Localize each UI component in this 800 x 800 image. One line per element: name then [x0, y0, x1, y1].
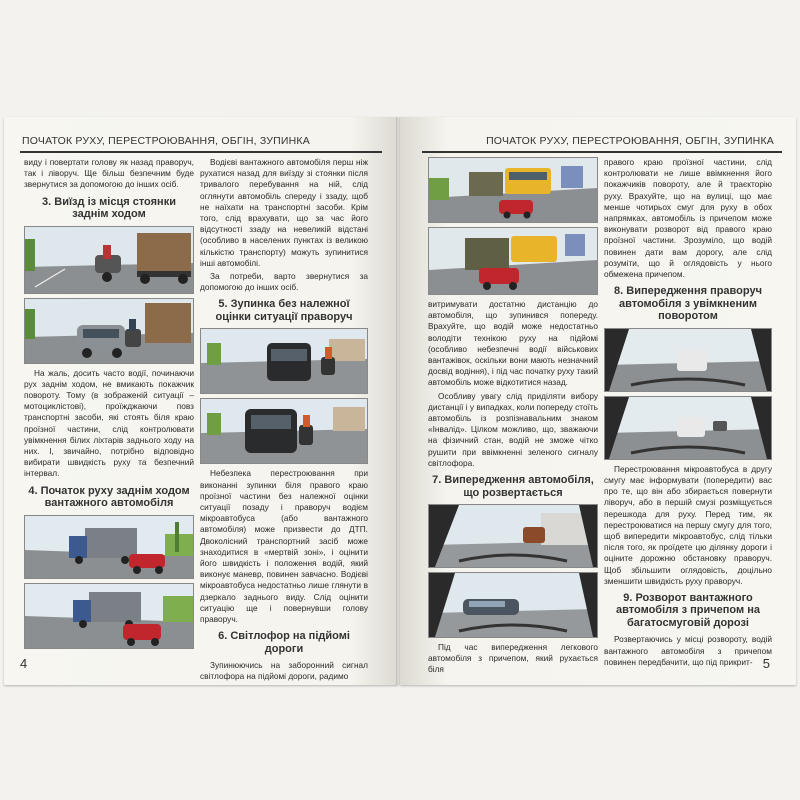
- right-column-1: [428, 157, 598, 678]
- illustration-van-stopping-right: [200, 328, 368, 394]
- right-column-2: [604, 157, 772, 670]
- illustration-truck-reversing: [24, 515, 194, 579]
- page-number: 5: [762, 656, 770, 671]
- left-page: [4, 117, 398, 685]
- illustration-overtaking-trailer-2: [428, 572, 598, 638]
- section-heading-5: 5. Зупинка без належної оцінки ситуації праворуч: [215, 298, 353, 323]
- page-number: 4: [20, 656, 28, 671]
- header-rule: [20, 151, 382, 153]
- paragraph: Розвертаючись у місці розвороту, водій вантажного автомобіля з причепом повинен передбачити, що під прикрит-: [604, 634, 772, 667]
- paragraph: Перестроювання мікроавтобуса в другу смугу має інформувати (попередити) вас про те, що він або збирається повернути ліворуч, або в першій смузі розміщується перешкода для руху. Перед тим, як перестроюватися на першу смугу для того, щоб випередити мікроавтобус, слід тільки після того, як проїдете цю ділянку дороги і оціните дорожню обстановку праворуч. Щоб збільшити оглядовість, доцільно зменшити швидкість руху праворуч.: [604, 463, 772, 586]
- paragraph: За потреби, варто звернутися за допомогою до інших осіб.: [200, 271, 368, 293]
- paragraph: Небезпека перестроювання при виконанні зупинки біля правого краю проїзної частини без належної оцінки ситуації позаду і праворуч водієм мікроавтобуса (або вантажного автомобіля) може призвести до ДТП. Двоколісний транспортний засіб може знаходитися в «мертвій зоні», і оцінити його швидкість і положення водій, який виконує маневр, повинен завчасно. Водієві мікроавтобуса недостатньо лише глянути в дзеркало заднього виду. Слід оцінити ситуацію ще і повернувши голову праворуч.: [200, 468, 368, 625]
- section-heading-8: 8. Випередження праворуч автомобіля з увімкненим поворотом: [614, 285, 762, 323]
- header-rule: [422, 151, 782, 153]
- illustration-truck-reversing-2: [24, 583, 194, 649]
- paragraph: Водієві вантажного автомобіля перш ніж рухатися назад для виїзду зі стоянки після тривалого перебування на ній, слід оглянути автомобіль спереду і ззаду, щоб не наїхати на транспортні засоби. Крім того, слід врахувати, що за час його відсутності ззаду на невеликій відстані (особливо в населених пунктах із великою кількістю транспорту) можуть зупинитися інші автомобілі.: [200, 157, 368, 268]
- illustration-reversing-car: [24, 298, 194, 364]
- paragraph: Зупинюючись на заборонний сигнал світлофора на підйомі дороги, радимо: [200, 660, 368, 682]
- section-heading-9: 9. Розворот вантажного автомобіля з причепом на багатосмуговій дорозі: [616, 591, 760, 629]
- illustration-traffic-light-hill-2: [428, 227, 598, 295]
- illustration-overtaking-trailer: [428, 504, 598, 568]
- paragraph: виду і повертати голову як назад праворуч, так і ліворуч. Ще більш безпечним буде звернутися за допомогою до інших осіб.: [24, 157, 194, 190]
- page-header: ПОЧАТОК РУХУ, ПЕРЕСТРОЮВАННЯ, ОБГІН, ЗУПИНКА: [22, 135, 310, 147]
- paragraph: правого краю проїзної частини, слід контролювати не лише ввімкнення його покажчиків повороту, але й траєкторію руху. Врахуйте, що на вулиці, що має менше чотирьох смуг для руху в обох напрямках, автомобіль із причепом може виконувати розворот від правого краю проїзної частини. Зрозуміло, що водій повинен дати вам дорогу, але слід розуміти, що й оглядовість у нього обмежена причепом.: [604, 157, 772, 280]
- illustration-motorcycle-behind-truck: [24, 226, 194, 294]
- page-header: ПОЧАТОК РУХУ, ПЕРЕСТРОЮВАННЯ, ОБГІН, ЗУПИНКА: [486, 135, 774, 147]
- section-heading-7: 7. Випередження автомобіля, що розвертається: [432, 474, 594, 499]
- illustration-overtake-right-van-2: [604, 396, 772, 460]
- left-column-1: [24, 157, 194, 653]
- right-page: [400, 117, 796, 685]
- paragraph: Під час випередження легкового автомобіля з причепом, який рухається біля: [428, 642, 598, 675]
- left-column-2: [200, 157, 368, 685]
- paragraph: витримувати достатню дистанцію до автомобіля, що зупинився попереду. Врахуйте, що водій може недостатньо володіти технікою руху на підйомі (особливо небезпечні водії військових вантажівок, оскільки вони мають незначний досвід водіння), і під час початку руху такий автомобіль може відкотитися назад.: [428, 299, 598, 388]
- paragraph: На жаль, досить часто водії, починаючи рух заднім ходом, не вмикають покажчик повороту. Тому (в зображеній ситуації – мотоциклістові), проїжджаючи повз транспортні засоби, які стоять біля краю проїзної частини, слід контролювати увімкнення білих ліхтарів заднього ходу на них. І, звичайно, потрібно відповідно вибирати швидкість руху та безпечний інтервал.: [24, 367, 194, 479]
- section-heading-4: 4. Початок руху заднім ходом вантажного автомобіля: [28, 484, 190, 510]
- section-heading-6: 6. Світлофор на підйомі дороги: [218, 630, 350, 655]
- paragraph: Особливу увагу слід приділяти вибору дистанції і у випадках, коли попереду стоїть автомобіль із розпізнавальним знаком «Інвалід». Цілком можливо, що, зважаючи на фізичний стан, водій не зможе чітко рушити при ввімкненні зеленого сигналу світлофора.: [428, 390, 598, 468]
- illustration-overtake-right-van: [604, 328, 772, 392]
- illustration-traffic-light-hill: [428, 157, 598, 223]
- book-spread: [4, 117, 796, 685]
- section-heading-3: 3. Виїзд із місця стоянки заднім ходом: [42, 195, 176, 221]
- illustration-van-stopping-right-2: [200, 398, 368, 464]
